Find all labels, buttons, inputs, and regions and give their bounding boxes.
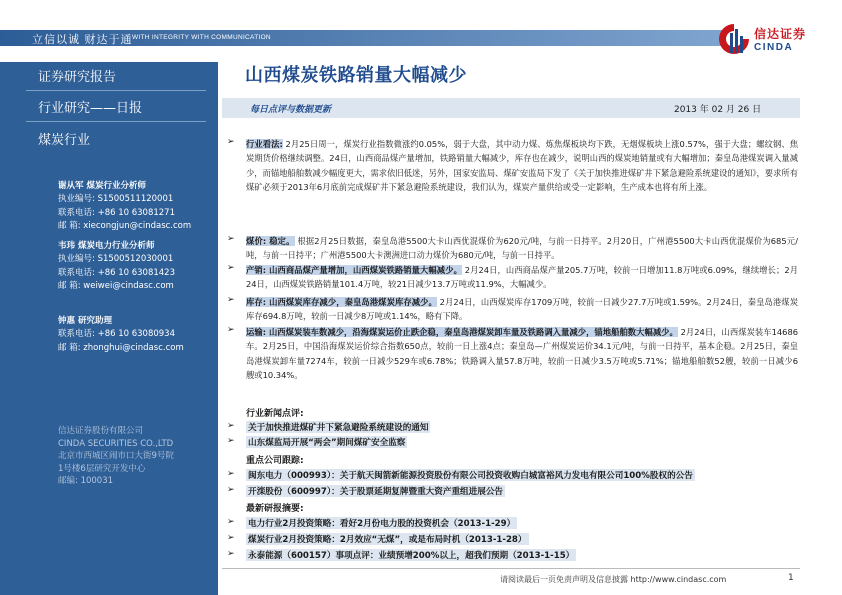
paragraph-body: 2月24日，山西煤炭装车14686车。2月25日，中国沿海煤炭运价综合指数650点，较前一日上涨4点；秦皇岛—广州煤炭运价34.1元/吨，与前一日持平，基本企稳。2月25日，秦皇岛港煤炭卸车量7274车，较前一日减少529车或6.78%；铁路调入量57.8万吨，较前一日减少3.5万吨或5.71%；锚地船舶数52艘，较前一日减少6艘或10.34%。	[246, 327, 798, 381]
analyst-name: 钟惠 研究助理	[58, 316, 112, 326]
analyst-name: 谢从军 煤炭行业分析师	[58, 181, 146, 191]
bullet-arrow-icon: ➢	[227, 485, 235, 495]
analyst-phone: 联系电话: +86 10 63081423	[58, 267, 175, 278]
bullet-arrow-icon: ➢	[227, 517, 235, 527]
slogan-strip	[0, 30, 725, 46]
paragraph-body: 2月25日周一，煤炭行业指数微涨约0.05%，弱于大盘，其中动力煤、炼焦煤板块均下跌，无烟煤板块上涨0.57%，强于大盘；螺纹钢、焦炭期货价格继续调整。24日，山西商品煤产量增加，铁路销量大幅减少，库存也在减少，说明山西的煤炭地销量或有大幅增加；秦皇岛港煤炭调入量减少，而锚地船舶数减少幅度更大，需求依旧低迷，另外，国家安监局、煤矿安监局下发了《关于加快推进煤矿井下紧急避险系统建设的通知》，要求所有煤矿必须于2013年6月底前完成煤矿井下紧急避险系统建设，我们认为，煤炭产量供给或受一定影响，生产成本也将有所上涨。	[246, 139, 798, 193]
footer-disclaimer[interactable]: 请阅读最后一页免责声明及信息披露 http://www.cindasc.com	[500, 575, 727, 584]
bullet-arrow-icon: ➢	[227, 533, 235, 543]
analyst-phone: 联系电话: +86 10 63081271	[58, 207, 175, 218]
paragraph-production	[246, 263, 798, 292]
sidebar-heading-report: 证券研究报告	[38, 70, 117, 85]
slogan-cn: 立信以诚 财达于通	[32, 33, 133, 46]
analyst-card	[58, 315, 184, 355]
news-link-text[interactable]: 山东煤监局开展“两会”期间煤矿安全监察	[248, 438, 406, 448]
paragraph-transport	[246, 325, 798, 383]
paragraph-label: 库存: 山西煤炭库存减少，秦皇岛港煤炭库存减少。	[246, 297, 437, 307]
bullet-arrow-icon: ➢	[227, 325, 235, 335]
company-link-text[interactable]: 开滦股份（600997）：关于股票延期复牌暨重大资产重组进展公告	[248, 487, 504, 497]
report-date: 2013 年 02 月 26 日	[674, 105, 762, 115]
company-address: 1号楼6层研究开发中心	[58, 463, 146, 474]
analyst-name: 韦玮 煤炭电力行业分析师	[58, 241, 155, 251]
sidebar-heading-type: 行业研究——日报	[38, 101, 143, 116]
logo-text-en: CINDA	[754, 42, 794, 53]
company-name-en: CINDA SECURITIES CO.,LTD	[58, 438, 174, 449]
company-name-cn: 信达证券股份有限公司	[58, 426, 144, 436]
cinda-logo-icon	[716, 21, 752, 57]
page-title: 山西煤炭铁路销量大幅减少	[245, 65, 467, 86]
company-link[interactable]	[227, 469, 799, 482]
bullet-arrow-icon: ➢	[227, 421, 235, 431]
analyst-card	[58, 240, 175, 294]
bullet-arrow-icon: ➢	[227, 263, 235, 273]
section-heading-research: 最新研报摘要:	[246, 504, 304, 514]
paragraph-label: 行业看法:	[246, 139, 283, 149]
company-link-text[interactable]: 闽东电力（000993）：关于航天闽箭新能源投资股份有限公司投资收购白城富裕风力发电有限公司100%股权的公告	[248, 471, 693, 481]
research-link[interactable]	[227, 549, 799, 562]
news-link-text[interactable]: 关于加快推进煤矿井下紧急避险系统建设的通知	[248, 423, 429, 433]
cinda-logo	[716, 21, 836, 59]
company-link[interactable]	[227, 485, 799, 498]
analyst-email[interactable]: 邮 箱: zhonghui@cindasc.com	[58, 342, 184, 353]
bullet-arrow-icon: ➢	[227, 549, 235, 559]
sidebar-divider	[26, 121, 206, 122]
bullet-arrow-icon: ➢	[227, 295, 235, 305]
section-heading-news: 行业新闻点评:	[246, 409, 304, 419]
company-postcode: 邮编: 100031	[58, 476, 114, 486]
analyst-card	[58, 180, 191, 234]
report-subtitle: 每日点评与数据更新	[250, 105, 332, 115]
analyst-phone: 联系电话: +86 10 63080934	[58, 329, 175, 340]
footer-divider	[222, 568, 800, 569]
sidebar-heading-industry: 煤炭行业	[38, 133, 91, 148]
analyst-license: 执业编号: S1500511120001	[58, 194, 174, 205]
research-link[interactable]	[227, 517, 799, 530]
page-number: 1	[788, 573, 794, 583]
paragraph-label: 煤价: 稳定。	[246, 236, 295, 246]
analyst-license: 执业编号: S1500512030001	[58, 254, 174, 265]
paragraph-inventory	[246, 295, 798, 324]
bullet-arrow-icon: ➢	[227, 469, 235, 479]
research-link-text[interactable]: 电力行业2月投资策略：看好2月份电力股的投资机会（2013-1-29）	[248, 519, 516, 529]
paragraph-coal-price	[246, 234, 798, 263]
paragraph-body: 根据2月25日数据，秦皇岛港5500大卡山西优混煤价为620元/吨，与前一日持平。2月20日，广州港5500大卡山西优混煤价为685元/吨，与前一日持平；广州港5500大卡澳洲进口动力煤价为680元/吨，与前一日持平。	[246, 236, 798, 261]
paragraph-label: 运输: 山西煤炭装车数减少，沿海煤炭运价止跌企稳，秦皇岛港煤炭卸车量及铁路调入量减少，锚地船舶数大幅减少。	[246, 327, 678, 337]
paragraph-label: 产销: 山西商品煤产量增加，山西煤炭铁路销量大幅减少。	[246, 265, 462, 275]
bullet-arrow-icon: ➢	[227, 234, 235, 244]
subtitle-bar	[222, 98, 800, 118]
paragraph-industry-view	[246, 137, 798, 195]
research-link-text[interactable]: 永泰能源（600157）事项点评：业绩预增200%以上，超我们预期（2013-1-15）	[248, 551, 575, 561]
research-link-text[interactable]: 煤炭行业2月投资策略：2月效应“无煤”，或是布局时机（2013-1-28）	[248, 535, 527, 545]
bullet-arrow-icon: ➢	[227, 436, 235, 446]
research-link[interactable]	[227, 533, 799, 546]
news-link[interactable]	[227, 436, 799, 449]
sidebar-divider	[26, 90, 206, 91]
logo-text-cn: 信达证券	[754, 27, 807, 41]
slogan-en: WITH INTEGRITY WITH COMMUNICATION	[132, 34, 271, 41]
paragraph-body: 2月24日，山西商品煤产量205.7万吨，较前一日增加11.8万吨或6.09%，继续增长；2月24日，山西煤炭铁路销量101.4万吨，较21日减少13.7万吨或11.9%，大幅减少。	[246, 265, 799, 290]
news-link[interactable]	[227, 421, 799, 434]
company-info	[58, 425, 174, 488]
analyst-email[interactable]: 邮 箱: xiecongjun@cindasc.com	[58, 221, 192, 232]
bullet-arrow-icon: ➢	[227, 137, 235, 147]
analyst-email[interactable]: 邮 箱: weiwei@cindasc.com	[58, 281, 174, 292]
sidebar	[0, 62, 218, 595]
paragraph-body: 2月24日，山西煤炭库存1709万吨，较前一日减少27.7万吨或1.59%。2月24日，秦皇岛港煤炭库存694.8万吨，较前一日减少8万吨或1.14%，略有下降。	[246, 297, 798, 322]
company-address: 北京市西城区闹市口大街9号院	[58, 451, 174, 461]
section-heading-companies: 重点公司跟踪:	[246, 456, 304, 466]
top-banner	[0, 0, 842, 62]
